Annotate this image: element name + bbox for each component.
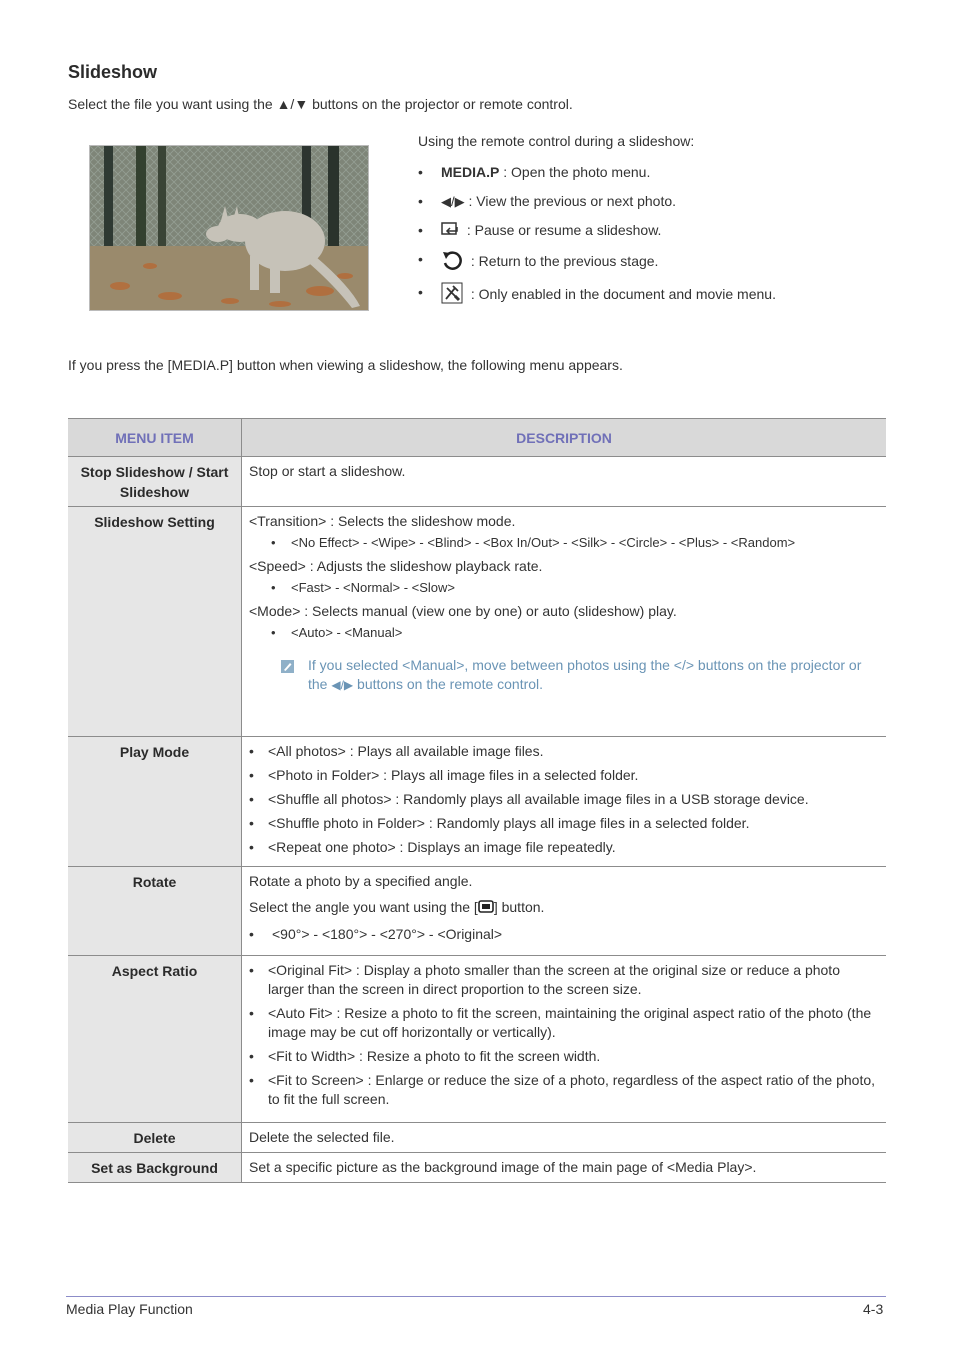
kangaroo-photo [89, 145, 369, 311]
row-desc-play-mode [242, 737, 887, 867]
header-menu-item: MENU ITEM [68, 419, 242, 457]
remote-item-return: • : Return to the previous stage. [418, 249, 878, 277]
list-item: • <Shuffle all photos> : Randomly plays all available image files in a USB storage device. [249, 790, 878, 809]
row-item-slideshow-setting: Slideshow Setting [68, 507, 242, 737]
table-row [68, 867, 886, 956]
transition-text: <Transition> : Selects the slideshow mode. [249, 513, 516, 529]
remote-item-enter: • : Pause or resume a slideshow. [418, 220, 878, 244]
remote-item-media-p: • MEDIA.P : Open the photo menu. [418, 164, 651, 180]
row-item-delete: Delete [68, 1123, 242, 1153]
press-note: If you press the [MEDIA.P] button when viewing a slideshow, the following menu appears. [68, 357, 623, 373]
remote-list [418, 162, 878, 315]
row-desc-slideshow-setting [242, 507, 887, 737]
table-header-row [68, 419, 886, 457]
left-right-arrows-icon: ◀/▶ [331, 678, 354, 692]
footer-rule [66, 1296, 886, 1297]
row-desc-aspect-ratio [242, 956, 887, 1123]
rotate-button-icon [478, 899, 494, 918]
row-item-set-as-background: Set as Background [68, 1153, 242, 1183]
section-title: Slideshow [68, 62, 158, 82]
return-icon [441, 249, 463, 276]
note-icon [281, 659, 294, 678]
row-item-rotate: Rotate [68, 867, 242, 956]
footer-chapter: Media Play Function [66, 1301, 193, 1317]
row-desc-rotate [242, 867, 887, 956]
list-item: • <Repeat one photo> : Displays an image file repeatedly. [249, 838, 878, 857]
rotate-line-2: Select the angle you want using the [ ] button. [249, 898, 878, 918]
tools-icon [441, 282, 463, 309]
remote-heading: Using the remote control during a slideshow: [418, 133, 695, 149]
footer-page-number: 4-3 [863, 1301, 884, 1317]
mode-text: <Mode> : Selects manual (view one by one) or auto (slideshow) play. [249, 603, 677, 619]
table-row [68, 737, 886, 867]
list-item: • <Fit to Screen> : Enlarge or reduce the size of a photo, regardless of the aspect ratio of the photo, to fit the full screen. [249, 1071, 878, 1109]
table-row [68, 1153, 886, 1183]
speed-text: <Speed> : Adjusts the slideshow playback rate. [249, 558, 543, 574]
remote-item-tools: • : Only enabled in the document and movie menu. [418, 282, 878, 310]
list-item: • <Shuffle photo in Folder> : Randomly plays all image files in a selected folder. [249, 814, 878, 833]
row-item-aspect-ratio: Aspect Ratio [68, 956, 242, 1123]
row-item-stop-slideshow: Stop Slideshow / Start Slideshow [68, 457, 242, 507]
left-right-arrows-icon: ◀/▶ [441, 194, 465, 209]
list-item: • <Fit to Width> : Resize a photo to fit the screen width. [249, 1047, 878, 1066]
media-p-key: MEDIA.P [441, 164, 500, 180]
menu-table [68, 418, 886, 1183]
row-desc-stop-slideshow: Stop or start a slideshow. [242, 457, 887, 507]
list-item: • <All photos> : Plays all available image files. [249, 742, 878, 761]
remote-item-arrows: • ◀/▶ : View the previous or next photo. [418, 193, 677, 209]
intro-text: Select the file you want using the ▲/▼ buttons on the projector or remote control. [68, 96, 573, 112]
mode-options: • <Auto> - <Manual> [271, 623, 878, 642]
rotate-line-1: Rotate a photo by a specified angle. [249, 873, 473, 889]
row-desc-set-as-background: Set a specific picture as the background image of the main page of <Media Play>. [242, 1153, 887, 1183]
table-row [68, 507, 886, 737]
rotate-options: • <90°> - <180°> - <270°> - <Original> [249, 925, 878, 944]
table-row [68, 956, 886, 1123]
transition-options: • <No Effect> - <Wipe> - <Blind> - <Box In/Out> - <Silk> - <Circle> - <Plus> - <Random> [271, 533, 878, 552]
table-row [68, 457, 886, 507]
row-desc-delete: Delete the selected file. [242, 1123, 887, 1153]
header-description: DESCRIPTION [242, 419, 887, 457]
list-item: • <Original Fit> : Display a photo smaller than the screen at the original size or reduce a photo larger than the screen in direct proportion to the screen size. [249, 961, 878, 999]
row-item-play-mode: Play Mode [68, 737, 242, 867]
enter-key-icon [441, 221, 459, 241]
manual-tip: If you selected <Manual>, move between photos using the </> buttons on the projector or the ◀/▶ buttons on the remote control. [249, 656, 878, 695]
list-item: • <Auto Fit> : Resize a photo to fit the screen, maintaining the original aspect ratio of the photo (the image may be cut off horizontally or vertically). [249, 1004, 878, 1042]
table-row [68, 1123, 886, 1153]
speed-options: • <Fast> - <Normal> - <Slow> [271, 578, 878, 597]
list-item: • <Photo in Folder> : Plays all image files in a selected folder. [249, 766, 878, 785]
